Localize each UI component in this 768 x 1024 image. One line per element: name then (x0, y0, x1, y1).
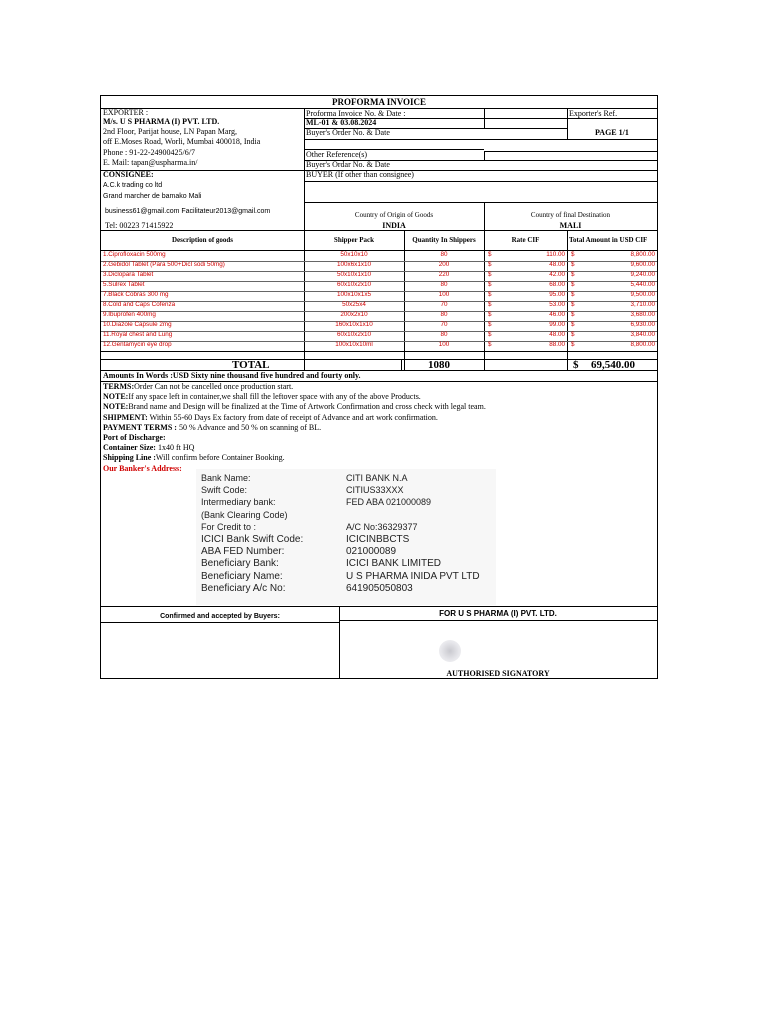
row-total: 5,440.00 (630, 281, 655, 288)
term-text: Within 55-60 Days Ex factory from date of receipt of Advance and art work confirmation. (147, 412, 438, 422)
row-description: 3.Diclopara Tablet (103, 271, 154, 278)
exporters-ref: Exporter's Ref. (569, 109, 618, 118)
invoice-title: PROFORMA INVOICE (331, 97, 427, 107)
destination-value: MALI (559, 221, 582, 230)
row-rate: 99.00 (549, 321, 565, 328)
row-shipper-pack: 50x10x1x10 (337, 271, 371, 278)
row-shipper-pack: 100x10x1x5 (337, 291, 371, 298)
term-line (103, 434, 166, 442)
term-label: SHIPMENT: (103, 412, 148, 422)
term-line (103, 383, 293, 391)
row-description: 8.Cold and Caps Cofenza (103, 301, 176, 308)
row-rate: 46.00 (549, 311, 565, 318)
row-description: 12.Gentamycin eye drop (103, 341, 172, 348)
row-shipper-pack: 60x10x2x10 (337, 281, 371, 288)
row-total: 8,800.00 (630, 341, 655, 348)
term-label: Port of Discharge: (103, 433, 166, 442)
row-description: 10.Diazole Capsule 2mg (103, 321, 172, 328)
buyer-other-than-consignee: BUYER (If other than consignee) (306, 170, 414, 179)
row-shipper-pack: 200x2x10 (340, 311, 368, 318)
row-rate: 68.00 (549, 281, 565, 288)
bank-details (196, 469, 496, 605)
row-quantity: 70 (440, 321, 448, 328)
row-total-currency: $ (571, 251, 575, 258)
total-currency: $ (573, 359, 579, 371)
row-shipper-pack: 100x6x1x10 (337, 261, 371, 268)
term-text: Brand name and Design will be finalized at the Time of Artwork Confirmation and cross check with legal team. (128, 402, 486, 412)
term-label: NOTE: (103, 392, 129, 402)
row-rate: 110.00 (546, 251, 565, 258)
bank-field-value: 641905050803 (346, 582, 413, 594)
row-shipper-pack: 60x10x2x10 (337, 331, 371, 338)
header-total-amount: Total Amount in USD CIF (569, 236, 648, 244)
row-description: 1.Ciprofloxacin 500mg (103, 251, 166, 258)
consignee-label: CONSIGNEE: (103, 170, 154, 179)
row-rate-currency: $ (488, 321, 492, 328)
page-number: PAGE 1/1 (595, 128, 629, 137)
other-reference: Other Reference(s) (306, 150, 368, 159)
bank-field-label: ICICI Bank Swift Code: (201, 534, 304, 545)
row-quantity: 80 (440, 281, 448, 288)
row-rate-currency: $ (488, 291, 492, 298)
row-quantity: 200 (438, 261, 450, 268)
invoice-number: ML-01 & 03.08.2024 (306, 118, 377, 127)
row-quantity: 220 (438, 271, 450, 278)
exporter-label: EXPORTER : (103, 108, 149, 117)
row-shipper-pack: 50x25x4 (342, 301, 366, 308)
term-text: 50 % Advance and 50 % on scanning of BL. (176, 422, 322, 432)
row-quantity: 70 (440, 301, 448, 308)
row-description: 11.Royal chest and Lung (103, 331, 173, 338)
bank-field-label: Beneficiary A/c No: (201, 582, 286, 594)
term-label: TERMS: (103, 382, 135, 391)
bank-field-value: CITIUS33XXX (346, 485, 404, 496)
row-rate-currency: $ (488, 301, 492, 308)
header-description: Description of goods (171, 236, 234, 244)
row-rate-currency: $ (488, 311, 492, 318)
row-total-currency: $ (571, 281, 575, 288)
header-quantity: Quantity In Shippers (412, 236, 476, 244)
row-total: 3,710.00 (630, 301, 655, 308)
row-shipper-pack: 100x10x10ml (335, 341, 373, 348)
row-total: 9,500.00 (630, 291, 655, 298)
row-total: 9,240.00 (630, 271, 655, 278)
authorised-signatory: AUTHORISED SIGNATORY (446, 669, 550, 678)
row-total: 3,840.00 (630, 331, 655, 338)
row-rate: 48.00 (549, 261, 565, 268)
buyers-order-label: Buyer's Order No. & Date (306, 128, 390, 137)
bank-field-label: For Credit to : (201, 521, 257, 532)
header-rate: Rate CIF (511, 236, 540, 244)
amount-in-words: Amounts In Words :USD Sixty nine thousand five hundred and fourty only. (103, 371, 361, 380)
row-total: 9,600.00 (630, 261, 655, 268)
row-rate: 53.00 (549, 301, 565, 308)
term-text: 1x40 ft HQ (155, 443, 195, 453)
bank-field-value: A/C No:36329377 (346, 521, 418, 532)
term-label: Container Size: (103, 443, 156, 453)
term-label: Shipping Line : (103, 453, 156, 463)
invoice-no-label: Proforma Invoice No. & Date : (306, 109, 406, 118)
row-total-currency: $ (571, 341, 575, 348)
row-total-currency: $ (571, 291, 575, 298)
term-text: Order Can not be cancelled once production start. (134, 382, 294, 391)
row-rate-currency: $ (488, 341, 492, 348)
row-total-currency: $ (571, 331, 575, 338)
term-text: If any space left in container,we shall fill the leftover space with any of the above Products. (128, 392, 421, 402)
company-stamp (439, 640, 461, 662)
origin-label: Country of Origin of Goods (354, 211, 434, 219)
buyers-order-label-2: Buyer's Ordar No. & Date (306, 160, 390, 169)
row-rate: 48.00 (549, 331, 565, 338)
row-description: 2.Gebidol Tablet (Para 500+Dicl sodi 50mg) (103, 261, 225, 268)
bank-field-value: FED ABA 021000089 (346, 497, 432, 508)
row-total: 6,930.00 (630, 321, 655, 328)
row-shipper-pack: 160x10x1x10 (335, 321, 373, 328)
row-quantity: 80 (440, 331, 448, 338)
row-description: 7.Black Cobras 300 mg (103, 291, 169, 298)
banker-address-label: Our Banker's Address: (103, 464, 182, 473)
bank-field-label: Swift Code: (201, 485, 248, 496)
row-rate: 42.00 (549, 271, 565, 278)
bank-field-label: Bank Name: (201, 473, 251, 483)
row-total-currency: $ (571, 321, 575, 328)
term-line (103, 444, 194, 452)
header-shipper-pack: Shipper Pack (333, 236, 375, 244)
row-rate-currency: $ (488, 251, 492, 258)
exporter-address-1: 2nd Floor, Parijat house, LN Papan Marg, (103, 127, 237, 136)
exporter-name: M/s. U S PHARMA (I) PVT. LTD. (103, 117, 220, 126)
row-rate-currency: $ (488, 281, 492, 288)
row-total: 3,680.00 (630, 311, 655, 318)
row-quantity: 100 (438, 341, 450, 348)
exporter-phone: Phone : 91-22-24900425/6/7 (103, 148, 195, 157)
term-line (103, 414, 438, 422)
term-line (103, 393, 421, 401)
total-label: TOTAL (232, 359, 270, 371)
consignee-name: A.C.k trading co ltd (103, 182, 163, 189)
term-line (103, 403, 486, 411)
row-quantity: 80 (440, 251, 448, 258)
bank-field-value: U S PHARMA INIDA PVT LTD (346, 570, 480, 582)
row-total: 8,800.00 (630, 251, 655, 258)
consignee-tel: Tel: 00223 71415922 (105, 221, 174, 230)
total-amount: 69,540.00 (591, 359, 635, 371)
row-shipper-pack: 50x10x10 (340, 251, 368, 258)
row-total-currency: $ (571, 271, 575, 278)
row-total-currency: $ (571, 301, 575, 308)
row-rate: 95.00 (549, 291, 565, 298)
term-label: NOTE: (103, 402, 129, 412)
bank-field-value: CITI BANK N.A (346, 473, 408, 483)
term-text: Will confirm before Container Booking. (155, 453, 285, 463)
bank-field-value: 021000089 (346, 546, 397, 558)
consignee-email: business61@gmail.com Facilitateur2013@gmail.com (105, 208, 271, 215)
row-description: 9.Ibuprofen 400mg (103, 311, 156, 318)
term-line (103, 454, 285, 462)
confirmed-by-buyers: Confirmed and accepted by Buyers: (160, 613, 280, 620)
exporter-address-2: off E.Moses Road, Worli, Mumbai 400018, India (103, 137, 261, 146)
term-label: PAYMENT TERMS : (103, 422, 177, 432)
bank-field-label: Intermediary bank: (201, 497, 276, 508)
bank-field-label: (Bank Clearing Code) (201, 509, 288, 520)
total-quantity: 1080 (428, 359, 450, 371)
term-line (103, 424, 321, 432)
consignee-address: Grand marcher de bamako Mali (103, 193, 202, 200)
row-total-currency: $ (571, 311, 575, 318)
for-company: FOR U S PHARMA (I) PVT. LTD. (439, 609, 557, 618)
exporter-email: E. Mail: tapan@uspharma.in/ (103, 158, 198, 167)
row-quantity: 80 (440, 311, 448, 318)
bank-field-label: ABA FED Number: (201, 546, 285, 558)
bank-field-value: ICICINBBCTS (346, 534, 410, 545)
row-total-currency: $ (571, 261, 575, 268)
row-rate: 88.00 (549, 341, 565, 348)
row-rate-currency: $ (488, 261, 492, 268)
row-quantity: 100 (438, 291, 450, 298)
row-rate-currency: $ (488, 271, 492, 278)
proforma-invoice (100, 95, 658, 679)
destination-label: Country of final Destination (530, 211, 611, 219)
bank-field-value: ICICI BANK LIMITED (346, 558, 442, 570)
row-description: 5.Sulrex Tablet (103, 281, 145, 288)
row-rate-currency: $ (488, 331, 492, 338)
bank-field-label: Beneficiary Name: (201, 570, 283, 582)
origin-value: INDIA (382, 221, 406, 230)
bank-field-label: Beneficiary Bank: (201, 558, 279, 570)
